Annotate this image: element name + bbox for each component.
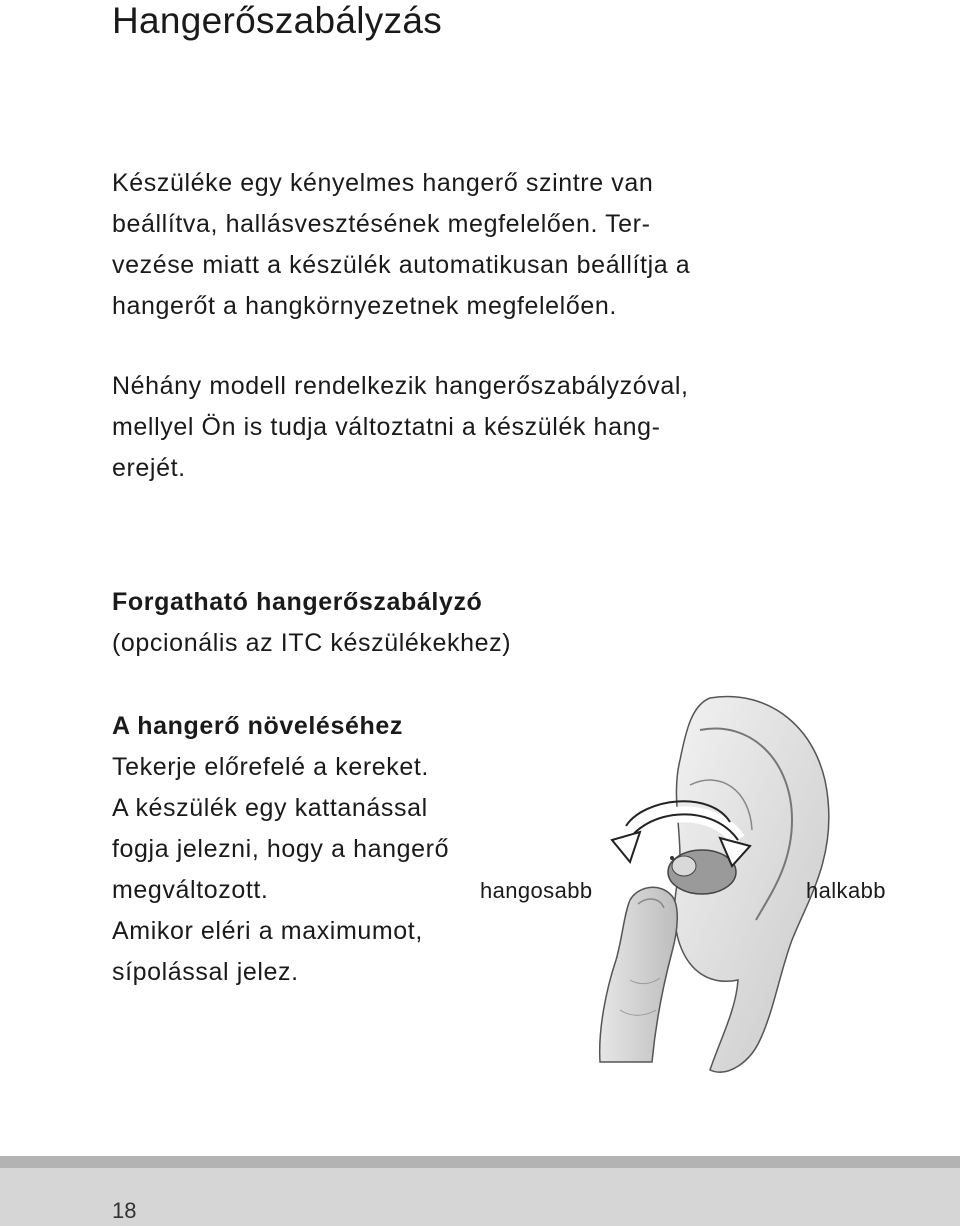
finger [600, 887, 678, 1062]
label-louder: hangosabb [480, 878, 593, 903]
text-line: vezése miatt a készülék automatikusan beállítja a [112, 251, 691, 279]
instruction-line: sípolással jelez. [112, 958, 299, 986]
intro-paragraph-1 [112, 163, 832, 327]
volume-wheel [672, 856, 696, 876]
footer-band-top [0, 1156, 960, 1168]
text-line: Néhány modell rendelkezik hangerőszabályzóval, [112, 372, 689, 400]
page-number: 18 [112, 1198, 137, 1223]
instruction-line: Tekerje előrefelé a kereket. [112, 753, 429, 781]
section-title: Forgatható hangerőszabályzó [112, 588, 483, 616]
instruction-line: A készülék egy kattanással [112, 794, 428, 822]
section-heading [112, 582, 511, 664]
footer-band [0, 1168, 960, 1226]
intro-paragraph-2 [112, 366, 832, 489]
instructions-heading: A hangerő növeléséhez [112, 712, 403, 740]
text-line: beállítva, hallásvesztésének megfelelően. Ter- [112, 210, 651, 238]
text-line: hangerőt a hangkörnyezetnek megfelelően. [112, 292, 617, 320]
text-line: Készüléke egy kényelmes hangerő szintre van [112, 169, 654, 197]
instruction-line: Amikor eléri a maximumot, [112, 917, 423, 945]
volume-increase-instructions [112, 706, 449, 993]
instruction-line: megváltozott. [112, 876, 269, 904]
text-line: mellyel Ön is tudja változtatni a készülék hang- [112, 413, 661, 441]
arrow-head-left [612, 832, 640, 862]
text-line: erejét. [112, 454, 186, 482]
section-subtitle: (opcionális az ITC készülékekhez) [112, 629, 512, 657]
page-title: Hangerőszabályzás [112, 0, 443, 41]
label-softer: halkabb [806, 878, 886, 903]
instruction-line: fogja jelezni, hogy a hangerő [112, 835, 450, 863]
